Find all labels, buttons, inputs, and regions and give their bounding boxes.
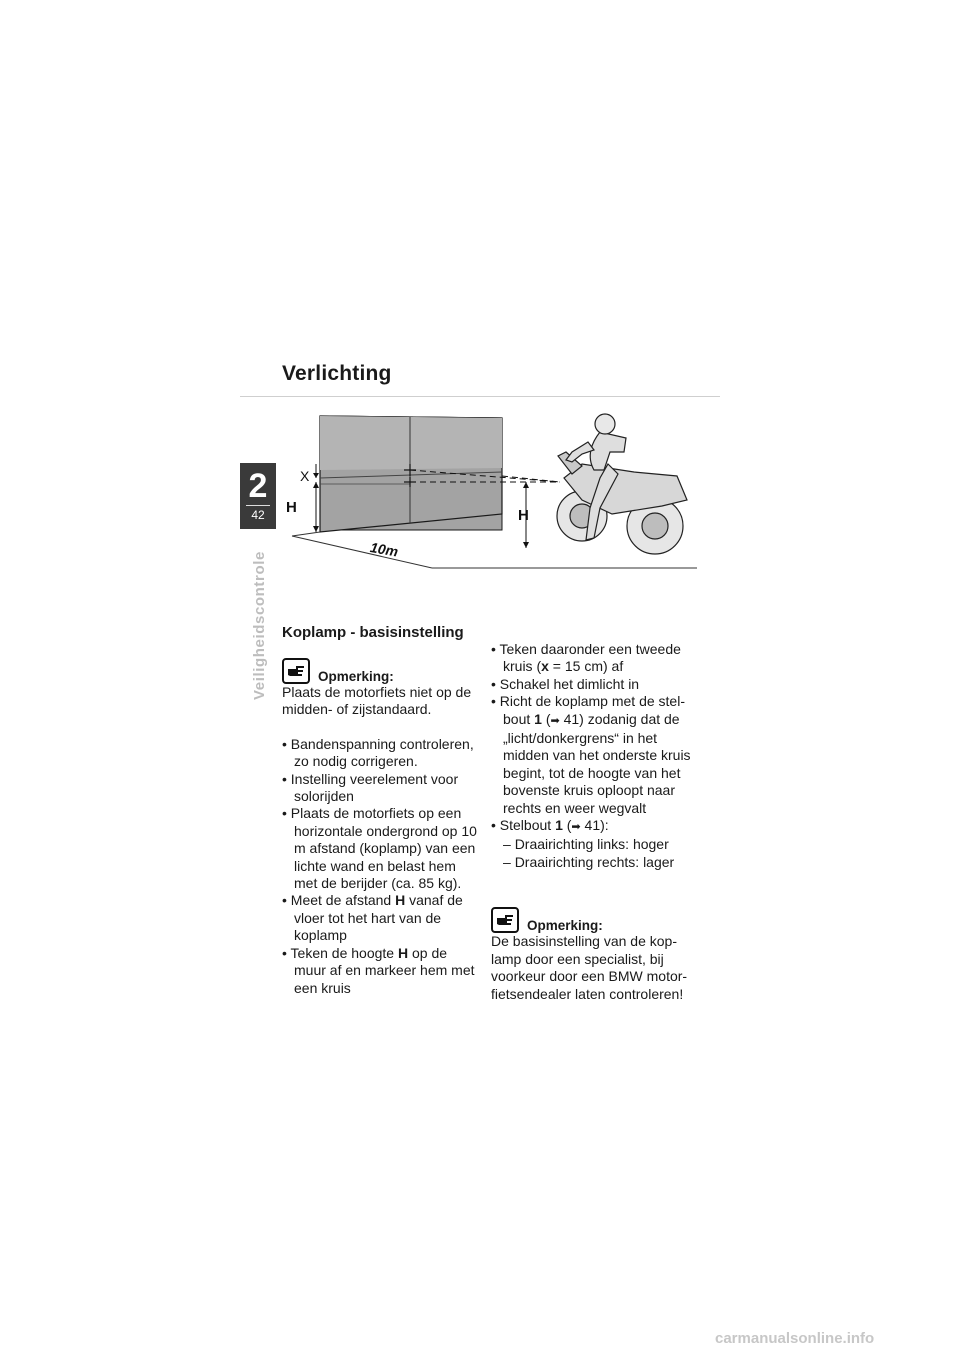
- site-watermark: carmanualsonline.info: [715, 1330, 875, 1347]
- list-item: • Bandenspanning controleren, zo nodig corrigeren.: [282, 736, 478, 771]
- chapter-side-label: Veiligheidscontrole: [251, 551, 268, 700]
- left-column: [282, 656, 478, 997]
- list-item: • Stelbout 1 (➡ 41):: [491, 817, 697, 836]
- label-distance: 10m: [368, 539, 400, 560]
- page-number: 42: [251, 508, 265, 522]
- floor-line-left: [292, 536, 432, 568]
- note-label: Opmerking:: [318, 669, 394, 684]
- chapter-number: 2: [248, 467, 268, 505]
- chapter-divider: [246, 505, 270, 506]
- list-item: • Schakel het dimlicht in: [491, 676, 697, 693]
- note-pointing-hand-icon: [282, 658, 310, 684]
- label-h-left: H: [286, 499, 297, 516]
- label-x: X: [300, 468, 310, 484]
- note-header: [282, 656, 478, 684]
- list-item: • Instelling veerelement voor solorijden: [282, 771, 478, 806]
- list-item: • Meet de afstand H vanaf de vloer tot het hart van de koplamp: [282, 892, 478, 944]
- title-divider: [240, 396, 720, 397]
- floor-line-wall: [292, 532, 320, 536]
- list-item: • Plaats de motorfiets op een horizontale ondergrond op 10 m afstand (koplamp) van een lichte wand en belast hem met de berijder (ca. 85 kg).: [282, 805, 478, 892]
- page-reference-arrow-icon: ➡: [571, 821, 581, 834]
- sub-list-item: – Draairichting links: hoger: [503, 836, 697, 853]
- right-column: [491, 641, 697, 1003]
- list-item: • Teken daaronder een tweede kruis (x = 15 cm) af: [491, 641, 697, 676]
- wall-top-band: [320, 416, 502, 470]
- sub-list: [491, 836, 697, 871]
- page-reference-arrow-icon: ➡: [550, 714, 560, 727]
- instruction-list: [282, 736, 478, 997]
- section-heading: Koplamp - basisinstelling: [282, 624, 464, 641]
- list-item: • Teken de hoogte H op de muur af en markeer hem met een kruis: [282, 945, 478, 997]
- page-title: Verlichting: [282, 362, 392, 385]
- note-label: Opmerking:: [527, 918, 603, 934]
- note-text: Plaats de motorfiets niet op de midden- of zijstandaard.: [282, 684, 472, 718]
- note-pointing-hand-icon: [491, 907, 519, 933]
- list-item: • Richt de koplamp met de stel-bout 1 (➡ 41) zodanig dat de „licht/donkergrens“ in het midden van het onderste kruis begint, tot de hoogte van het bovenste kruis oploopt naar rechts en weer wegvalt: [491, 693, 697, 817]
- motorcycle-with-rider: [557, 414, 687, 554]
- headlight-adjustment-illustration: [282, 408, 702, 583]
- note-header: [491, 905, 697, 933]
- label-h-right: H: [518, 507, 529, 524]
- note-text: De basisinstelling van de kop-lamp door een specialist, bij voorkeur door een BMW motor-fietsendealer laten controleren!: [491, 933, 688, 1002]
- sub-list-item: – Draairichting rechts: lager: [503, 854, 697, 871]
- instruction-list-continued: [491, 641, 697, 836]
